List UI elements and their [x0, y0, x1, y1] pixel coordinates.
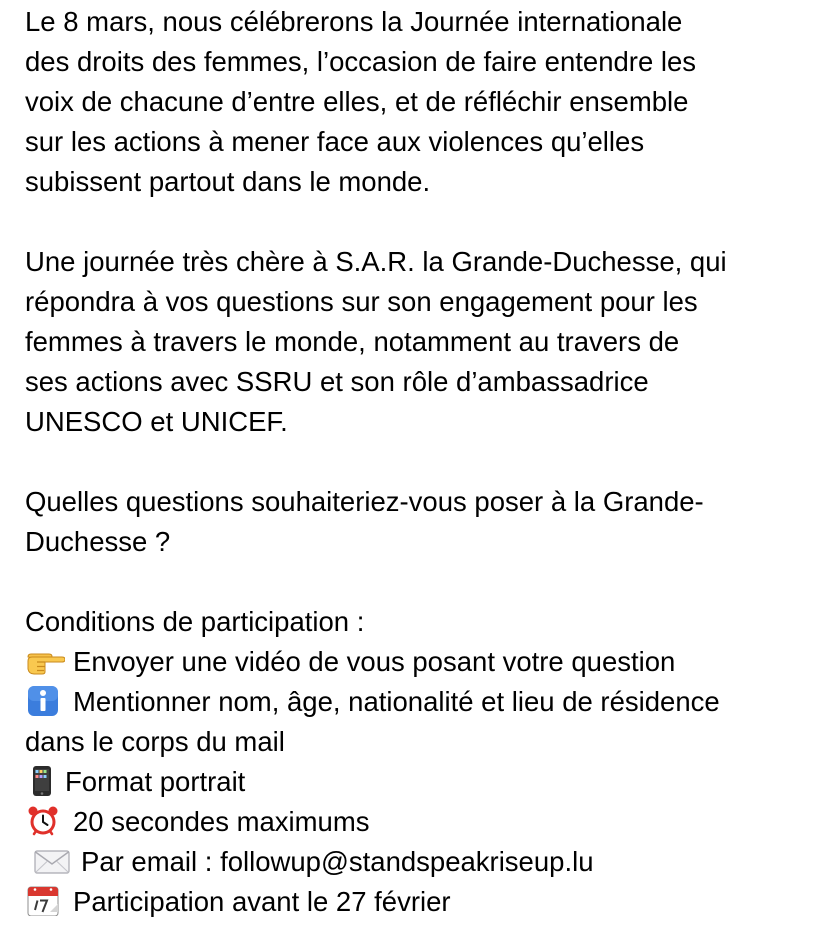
envelope-icon	[33, 846, 73, 876]
condition-text: Participation avant le 27 février	[73, 886, 451, 917]
text-line: UNESCO et UNICEF.	[25, 406, 288, 437]
condition-item	[25, 882, 818, 922]
intro-paragraph	[25, 2, 818, 202]
text-line: Quelles questions souhaiteriez-vous poser à la Grande-	[25, 486, 704, 517]
condition-item	[33, 842, 818, 882]
condition-item	[25, 802, 818, 842]
information-icon	[25, 686, 65, 716]
text-line: ses actions avec SSRU et son rôle d’ambassadrice	[25, 366, 649, 397]
condition-text: Mentionner nom, âge, nationalité et lieu de résidence	[73, 686, 720, 717]
condition-item	[25, 642, 818, 682]
condition-text: 20 secondes maximums	[73, 806, 370, 837]
condition-text: Par email : followup@standspeakriseup.lu	[81, 846, 594, 877]
text-line: Une journée très chère à S.A.R. la Grande-Duchesse, qui	[25, 246, 727, 277]
text-line: des droits des femmes, l’occasion de faire entendre les	[25, 46, 697, 77]
condition-text: dans le corps du mail	[25, 726, 285, 757]
condition-text: Format portrait	[65, 766, 246, 797]
condition-item	[25, 762, 818, 802]
mobile-phone-icon	[25, 766, 59, 796]
text-line: subissent partout dans le monde.	[25, 166, 431, 197]
conditions-list	[25, 602, 818, 922]
alarm-clock-icon	[25, 806, 65, 836]
condition-text: Envoyer une vidéo de vous posant votre question	[73, 646, 676, 677]
conditions-title: Conditions de participation :	[25, 606, 365, 637]
grand-duchess-paragraph	[25, 242, 818, 442]
pointing-hand-icon	[25, 646, 65, 676]
text-line: Duchesse ?	[25, 526, 171, 557]
calendar-icon	[25, 886, 65, 916]
text-line: femmes à travers le monde, notamment au travers de	[25, 326, 680, 357]
condition-item	[25, 682, 818, 722]
text-line: voix de chacune d’entre elles, et de réfléchir ensemble	[25, 86, 689, 117]
condition-item-continuation	[25, 722, 818, 762]
question-paragraph	[25, 482, 818, 562]
text-line: Le 8 mars, nous célébrerons la Journée internationale	[25, 6, 683, 37]
text-line: répondra à vos questions sur son engagement pour les	[25, 286, 698, 317]
text-line: sur les actions à mener face aux violences qu’elles	[25, 126, 645, 157]
